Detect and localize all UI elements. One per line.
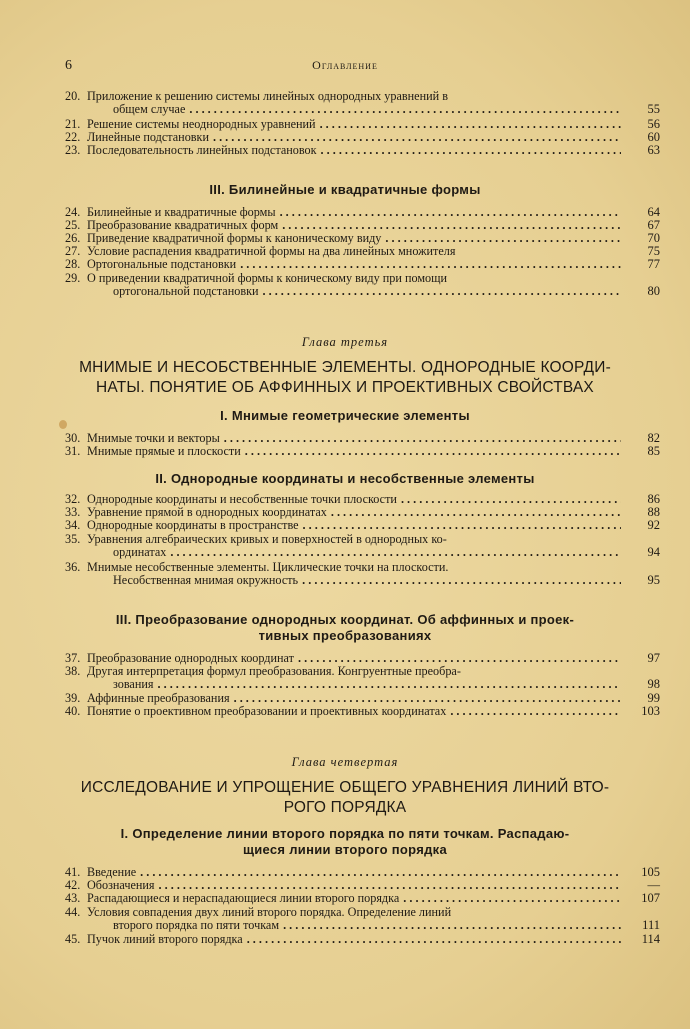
page-ref: 94: [647, 545, 660, 559]
toc-entry-31[interactable]: 31. Мнимые прямые и плоскости . . . 85: [65, 445, 625, 458]
chapter-label: Глава третья: [301, 335, 389, 349]
toc-entry-34[interactable]: 34. Однородные координаты в пространстве . . . 92: [65, 519, 625, 532]
toc-entry-40[interactable]: 40. Понятие о проективном преобразовании и проективных координатах . . . 103: [65, 705, 625, 718]
page-ref: 92: [647, 518, 660, 532]
toc-entry-24[interactable]: 24. Билинейные и квадратичные формы . . . 64: [65, 206, 625, 219]
page-ref: 56: [647, 117, 660, 131]
leader-dots: [240, 258, 621, 271]
page-ref: 103: [641, 704, 660, 718]
page-ref: 55: [647, 102, 660, 116]
toc-entry-35[interactable]: 35. Уравнения алгебраических кривых и поверхностей в однородных ко- ординатах . . . 94: [65, 533, 625, 559]
page-ref: 82: [647, 431, 660, 445]
page-ref: 95: [647, 573, 660, 587]
page-ref: 67: [647, 218, 660, 232]
page-ref: —: [647, 878, 660, 892]
leader-dots: [170, 546, 621, 559]
chapter-label: Глава четвертая: [291, 755, 399, 769]
toc-entry-28[interactable]: 28. Ортогональные подстановки . . . 77: [65, 258, 625, 271]
toc-entry-30[interactable]: 30. Мнимые точки и векторы . . . 82: [65, 432, 625, 445]
toc-entry-43[interactable]: 43. Распадающиеся и нераспадающиеся линии второго порядка . . . 107: [65, 892, 625, 905]
leader-dots: [331, 506, 621, 519]
toc-entry-26[interactable]: 26. Приведение квадратичной формы к каноническому виду . . . 70: [65, 232, 625, 245]
leader-dots: [303, 519, 621, 532]
chapter-title: МНИМЫЕ И НЕСОБСТВЕННЫЕ ЭЛЕМЕНТЫ. ОДНОРОДНЫЕ КООРДИ- НАТЫ. ПОНЯТИЕ ОБ АФФИННЫХ И ПРОЕКТИВНЫХ СВОЙСТВАХ: [79, 359, 611, 396]
page-ref: 107: [641, 891, 660, 905]
leader-dots: [320, 118, 621, 131]
toc-entry-25[interactable]: 25. Преобразование квадратичных форм . . . 67: [65, 219, 625, 232]
leader-dots: [245, 445, 621, 458]
leader-dots: [450, 705, 621, 718]
section-heading: III. Билинейные и квадратичные формы: [209, 182, 481, 197]
page-ref: 99: [647, 691, 660, 705]
toc-entry-21[interactable]: 21. Решение системы неоднородных уравнений . . . 56: [65, 118, 625, 131]
page-ref: 114: [641, 932, 660, 946]
page-ref: 63: [647, 143, 660, 157]
leader-dots: [280, 206, 621, 219]
toc-entry-39[interactable]: 39. Аффинные преобразования . . . 99: [65, 692, 625, 705]
page-ref: 60: [647, 130, 660, 144]
leader-dots: [401, 493, 621, 506]
page-ref: 80: [647, 284, 660, 298]
page-ref: 97: [647, 651, 660, 665]
leader-dots: [302, 574, 621, 587]
leader-dots: [224, 432, 621, 445]
toc-entry-37[interactable]: 37. Преобразование однородных координат . . . 97: [65, 652, 625, 665]
toc-entry-23[interactable]: 23. Последовательность линейных подстановок . . . 63: [65, 144, 625, 157]
leader-dots: [247, 933, 621, 946]
page-ref: 88: [647, 505, 660, 519]
toc-entry-32[interactable]: 32. Однородные координаты и несобственные точки плоскости . . . 86: [65, 493, 625, 506]
toc-entry-44[interactable]: 44. Условия совпадения двух линий второго порядка. Определение линий второго порядка по пяти точкам . . . 111: [65, 906, 625, 932]
toc-entry-22[interactable]: 22. Линейные подстановки . . . 60: [65, 131, 625, 144]
page-ref: 86: [647, 492, 660, 506]
toc-entry-36[interactable]: 36. Мнимые несобственные элементы. Циклические точки на плоскости. Несобственная мнимая окружность . . . 95: [65, 561, 625, 587]
section-heading: I. Определение линии второго порядка по пяти точкам. Распадаю- щиеся линии второго порядка: [120, 826, 570, 857]
leader-dots: [263, 285, 621, 298]
leader-dots: [158, 678, 622, 691]
section-heading: I. Мнимые геометрические элементы: [220, 408, 470, 423]
page-ref: 98: [647, 677, 660, 691]
running-head: [65, 58, 625, 74]
page-ref: 105: [641, 865, 660, 879]
page-ref: 64: [647, 205, 660, 219]
page-number: 6: [65, 58, 72, 73]
section-heading: II. Однородные координаты и несобственные элементы: [155, 471, 535, 486]
page-ref: 77: [647, 257, 660, 271]
paper-stain: [59, 420, 67, 429]
running-title: Оглавление: [312, 58, 378, 72]
leader-dots: [283, 919, 621, 932]
toc-entry-41[interactable]: 41. Введение . . . 105: [65, 866, 625, 879]
page-ref: 70: [647, 231, 660, 245]
toc-entry-27[interactable]: 27. Условие распадения квадратичной формы на два линейных множителя 75: [65, 244, 660, 258]
toc-entry-20[interactable]: 20. Приложение к решению системы линейных однородных уравнений в общем случае . . . 55: [65, 90, 625, 116]
page-ref: 75: [647, 244, 660, 258]
leader-dots: [321, 144, 621, 157]
toc-entry-33[interactable]: 33. Уравнение прямой в однородных координатах . . . 88: [65, 506, 625, 519]
toc-entry-29[interactable]: 29. О приведении квадратичной формы к коническому виду при помощи ортогональной подстановки . . . 80: [65, 272, 625, 298]
leader-dots: [189, 103, 621, 116]
toc-entry-45[interactable]: 45. Пучок линий второго порядка . . . 114: [65, 933, 625, 946]
chapter-title: ИССЛЕДОВАНИЕ И УПРОЩЕНИЕ ОБЩЕГО УРАВНЕНИЯ ЛИНИЙ ВТО- РОГО ПОРЯДКА: [80, 779, 610, 816]
toc-entry-38[interactable]: 38. Другая интерпретация формул преобразования. Конгруентные прeобра- зования . . . 98: [65, 665, 625, 691]
toc-entry-42[interactable]: 42. Обозначения . . . —: [65, 879, 625, 892]
leader-dots: [403, 892, 621, 905]
page-ref: 85: [647, 444, 660, 458]
page-ref: 111: [642, 918, 660, 932]
leader-dots: [140, 866, 621, 879]
section-heading: III. Преобразование однородных координат. Об аффинных и проек- тивных преобразованиях: [115, 612, 575, 643]
